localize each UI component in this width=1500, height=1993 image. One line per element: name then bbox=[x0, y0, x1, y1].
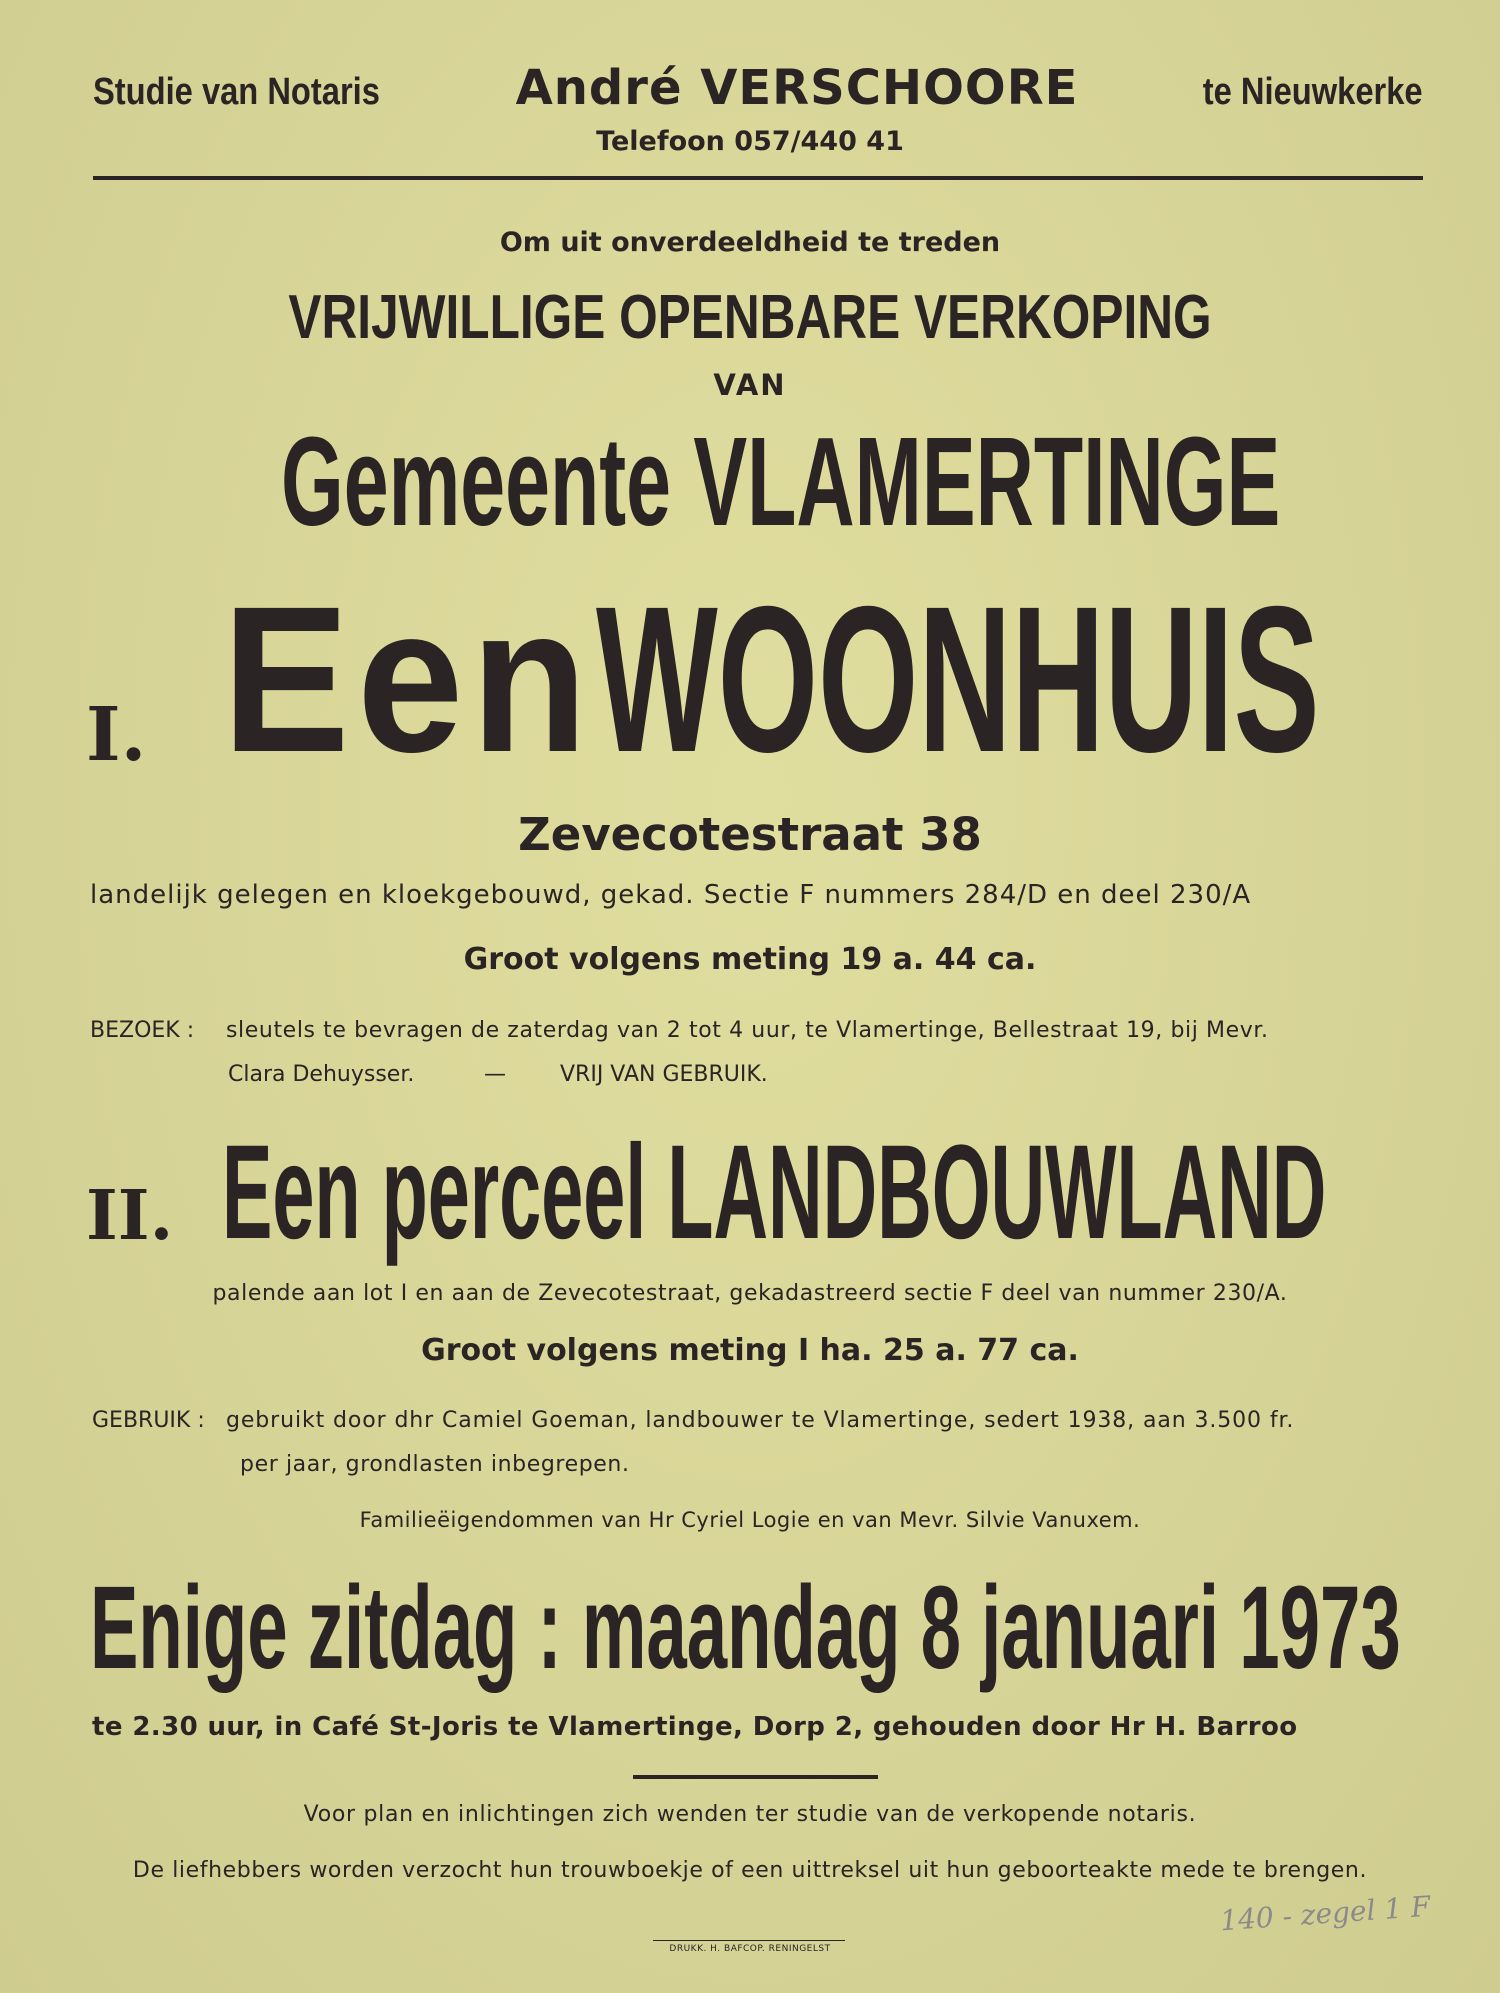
use-line-2: per jaar, grondlasten inbegrepen. bbox=[240, 1452, 630, 1477]
session-details: te 2.30 uur, in Café St-Joris te Vlamertinge, Dorp 2, gehouden door Hr H. Barroo bbox=[92, 1712, 1298, 1742]
municipality-title: Gemeente VLAMERTINGE bbox=[281, 411, 1281, 552]
footer-line-1: Voor plan en inlichtingen zich wenden ter studie van de verkopende notaris. bbox=[303, 1802, 1197, 1827]
lot1-numeral: I. bbox=[86, 692, 147, 778]
use-label: GEBRUIK : bbox=[92, 1408, 205, 1433]
visit-line-2-dash: — bbox=[484, 1062, 506, 1087]
footer-line-2: De liefhebbers worden verzocht hun trouwboekje of een uittreksel uit hun geboorteakte mede te brengen. bbox=[132, 1858, 1368, 1883]
sale-title-wrap bbox=[0, 282, 1500, 354]
notary-name: André VERSCHOORE bbox=[515, 60, 1079, 116]
header-right-text: te Nieuwkerke bbox=[1203, 71, 1423, 113]
lot1-title-woonhuis: WOONHUIS bbox=[596, 564, 1320, 796]
printer-credit: DRUKK. H. BAFCOP. RENINGELST bbox=[669, 1944, 831, 1954]
municipality-wrap bbox=[0, 412, 1500, 552]
visit-label: BEZOEK : bbox=[90, 1018, 195, 1043]
notary-header bbox=[93, 60, 1423, 130]
intro-text: Om uit onverdeeldheid te treden bbox=[499, 227, 1001, 258]
use-line-1: gebruikt door dhr Camiel Goeman, landbouwer te Vlamertinge, sedert 1938, aan 3.500 fr. bbox=[226, 1408, 1295, 1433]
lot1-description: landelijk gelegen en kloekgebouwd, gekad. Sectie F nummers 284/D en deel 230/A bbox=[90, 880, 1252, 910]
lot2-numeral: II. bbox=[86, 1176, 174, 1256]
lot2-title-wrap bbox=[222, 1118, 1500, 1268]
lot1-address: Zevecotestraat 38 bbox=[518, 808, 982, 861]
phone-number: Telefoon 057/440 41 bbox=[596, 126, 904, 157]
handwritten-note: 140 - zegel 1 F bbox=[1219, 1889, 1432, 1938]
session-date: Enige zitdag : maandag 8 januari 1973 bbox=[90, 1562, 1401, 1694]
lot2-size: Groot volgens meting I ha. 25 a. 77 ca. bbox=[421, 1333, 1079, 1368]
lot1-title-a-wrap bbox=[222, 565, 627, 795]
visit-line-1: sleutels te bevragen de zaterdag van 2 tot 4 uur, te Vlamertinge, Bellestraat 19, bij Mevr. bbox=[226, 1018, 1269, 1043]
lot2-title: Een perceel LANDBOUWLAND bbox=[222, 1118, 1327, 1267]
visit-line-2-status: VRIJ VAN GEBRUIK. bbox=[560, 1062, 768, 1087]
van-text: VAN bbox=[713, 368, 787, 402]
lot1-title-een: Een bbox=[222, 564, 596, 796]
owners-text: Familieëigendommen van Hr Cyriel Logie en van Mevr. Silvie Vanuxem. bbox=[359, 1508, 1141, 1532]
session-date-wrap bbox=[90, 1558, 1500, 1698]
header-left-text: Studie van Notaris bbox=[93, 71, 380, 113]
session-divider bbox=[633, 1775, 878, 1779]
lot2-description: palende aan lot I en aan de Zevecotestraat, gekadastreerd sectie F deel van nummer 230/A. bbox=[212, 1281, 1288, 1306]
sale-title: VRIJWILLIGE OPENBARE VERKOPING bbox=[288, 283, 1212, 352]
lot1-title-b-wrap bbox=[596, 565, 1500, 795]
lot1-size: Groot volgens meting 19 a. 44 ca. bbox=[463, 942, 1037, 977]
printer-rule bbox=[653, 1940, 845, 1941]
visit-line-2-name: Clara Dehuysser. bbox=[228, 1062, 415, 1087]
header-divider bbox=[93, 176, 1423, 180]
